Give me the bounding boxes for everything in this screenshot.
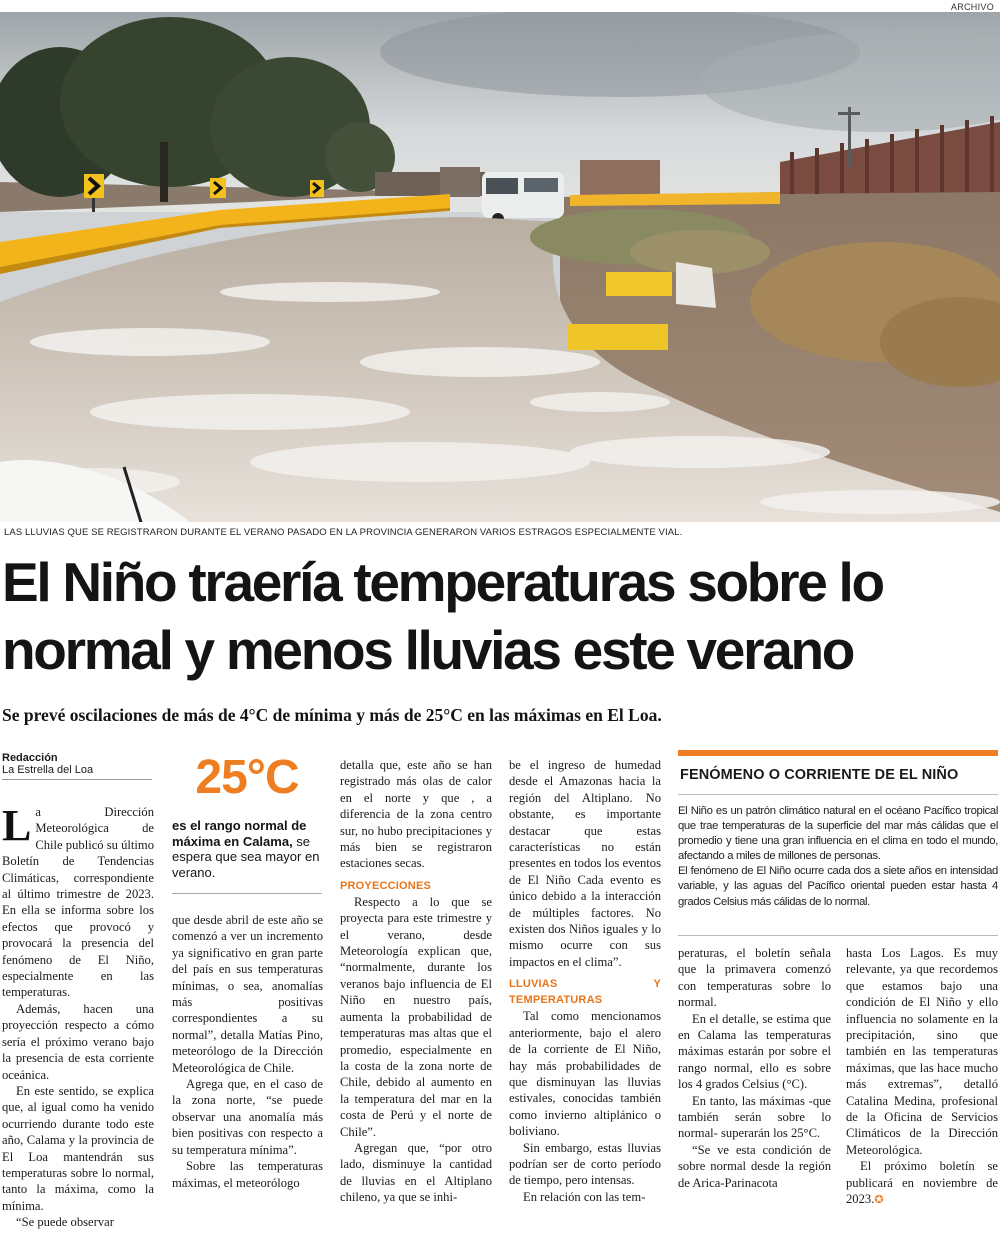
article-column-6 <box>846 945 998 1209</box>
highlight-divider <box>172 893 322 894</box>
article-column-5 <box>678 945 831 1191</box>
news-photo <box>0 12 1000 522</box>
article-column-3 <box>340 757 492 1206</box>
article-paragraph: Sobre las temperaturas máximas, el meteorólogo <box>172 1159 323 1190</box>
sidebar-paragraph: El fenómeno de El Niño ocurre cada dos a siete años en intensidad variable, y las aguas del Pacífico oriental pueden estar hasta 4 grados Celsius más cálidas de lo normal. <box>678 865 998 908</box>
flooded-road-illustration <box>0 12 1000 522</box>
sidebar-bottom-divider <box>678 935 998 936</box>
article-paragraph <box>2 801 154 1001</box>
article-paragraph: En el detalle, se estima que en Calama las temperaturas máximas estarán por sobre el rango normal, ello es sobre los 4 grados Celsius (°C). <box>678 1011 831 1092</box>
byline-outlet: La Estrella del Loa <box>2 764 94 776</box>
article-paragraph <box>846 1158 998 1208</box>
byline-author: Redacción <box>2 752 58 764</box>
article-paragraph: Agregan que, “por otro lado, disminuye la cantidad de lluvias en el Altiplano chileno, ya que se inhi- <box>340 1140 492 1205</box>
highlight-temperature: 25°C <box>195 751 299 804</box>
sidebar-divider <box>678 794 998 795</box>
paragraph-text: a Dirección Meteorológica de Chile publicó su último Boletín de Tendencias Climáticas, correspondiente al último trimestre de 2023. En ella se informa sobre los efectos que provocó y provocará la presencia del fenómeno de El Niño, especialmente en las temperaturas. <box>2 805 154 1000</box>
sidebar-title: FENÓMENO O CORRIENTE DE EL NIÑO <box>680 767 959 783</box>
article-paragraph: detalla que, este año se han registrado más olas de calor en el norte y que , a diferencia de la zona centro sur, no hubo precipitaciones y más bien se registraron estaciones secas. <box>340 758 492 871</box>
byline <box>2 752 152 780</box>
sidebar-paragraph: El Niño es un patrón climático natural en el océano Pacífico tropical que trae temperaturas de la superficie del mar más cálidas que el promedio y tiene una gran influencia en el clima en todo el mundo, afectando a miles de millones de personas. <box>678 805 998 863</box>
highlight-text-bold: es el rango normal de máxima en Calama, <box>172 818 307 849</box>
headline: El Niño traería temperaturas sobre lo normal y menos lluvias este verano <box>2 551 883 681</box>
photo-credit: ARCHIVO <box>950 2 994 12</box>
article-paragraph: En tanto, las máximas -que también serán sobre lo normal- superarán los 25°C. <box>678 1093 831 1141</box>
article-column-2 <box>172 912 323 1191</box>
section-heading-lluvias: LLUVIAS Y TEMPERATURAS <box>509 978 661 1007</box>
article-paragraph: Agrega que, en el caso de la zona norte, “se puede observar una anomalía más bien positivas con respecto a su temperatura mínima”. <box>172 1077 323 1157</box>
article-column-1 <box>2 801 154 1231</box>
article-paragraph: be el ingreso de humedad desde el Amazonas hacia la región del Altiplano. No obstante, es importante destacar que estas características no están presentes en todos los eventos de El Niño Cada evento es único debido a la interacción de múltiples factores. No existen dos Niños iguales y lo mismo ocurre con sus impactos en el clima”. <box>509 758 661 969</box>
photo-caption: LAS LLUVIAS QUE SE REGISTRARON DURANTE EL VERANO PASADO EN LA PROVINCIA GENERARON VARIOS ESTRAGOS ESPECIALMENTE VIAL. <box>4 527 683 538</box>
highlight-text-rest: se espera que sea mayor en verano. <box>172 833 320 880</box>
article-paragraph: Además, hacen una proyección respecto a cómo sería el próximo verano bajo la presencia de esta corriente oceánica. <box>2 1001 154 1082</box>
article-paragraph: Respecto a lo que se proyecta para este trimestre y el verano, desde Meteorología explican que, “normalmente, durante los veranos bajo influencia de El Niño en nuestro país, aumenta la probabilidad de temperaturas mas altas que el promedio, especialmente en la costa de la zona norte de Chile, debido al aumento en la temperatura del mar en la costa de Perú y el norte de Chile”. <box>340 894 492 1139</box>
article-paragraph: “Se ve esta condición de sobre normal desde la región de Arica-Parinacota <box>678 1142 831 1190</box>
sidebar-body <box>678 804 998 910</box>
article-paragraph: “Se puede observar <box>16 1215 114 1230</box>
article-paragraph: En relación con las tem- <box>523 1189 646 1204</box>
sidebar-accent-bar <box>678 750 998 756</box>
article-paragraph: peraturas, el boletín señala que la primavera comenzó con temperaturas sobre lo normal. <box>678 946 831 1010</box>
article-column-4 <box>509 757 661 1205</box>
article-paragraph: hasta Los Lagos. Es muy relevante, ya que recordemos que estamos bajo una condición de El Niño y ello influencia no solamente en la precipitación, sino que también en las temperaturas máximas, que las hace mucho más extremas”, detalló Catalina Medina, profesional de la Oficina de Servicios Climáticos de la Dirección Meteorológica. <box>846 946 998 1157</box>
highlight-text <box>172 818 322 880</box>
drop-cap: L <box>2 801 32 850</box>
section-heading-proyecciones: PROYECCIONES <box>340 879 432 892</box>
article-paragraph: Sin embargo, estas lluvias podrían ser de corto período de tiempo, pero intensas. <box>509 1140 661 1188</box>
paragraph-text: El próximo boletín se publicará en noviembre de 2023. <box>846 1159 998 1207</box>
end-mark-icon: ✪ <box>874 1194 884 1207</box>
article-paragraph: que desde abril de este año se comenzó a ver un incremento ya significativo en gran parte del país en sus temperaturas mínimas, o sea, anomalías más positivas correspondientes a su normal”, detalla Matías Pino, meteorólogo de la Dirección Meteorológica de Chile. <box>172 913 323 1075</box>
article-paragraph: Tal como mencionamos anteriormente, bajo el alero de la corriente de El Niño, hay más probabilidades de que disminuyan las lluvias estivales, conocidas también como invierno altiplánico o boliviano. <box>509 1009 661 1139</box>
subheadline: Se prevé oscilaciones de más de 4°C de mínima y más de 25°C en las máximas en El Loa. <box>2 705 662 725</box>
article-paragraph: En este sentido, se explica que, al igual como ha venido ocurriendo durante todo este año, Calama y la provincia de El Loa mantendrán sus temperaturas sobre lo normal, tanto la máxima, como la mínima. <box>2 1083 154 1213</box>
